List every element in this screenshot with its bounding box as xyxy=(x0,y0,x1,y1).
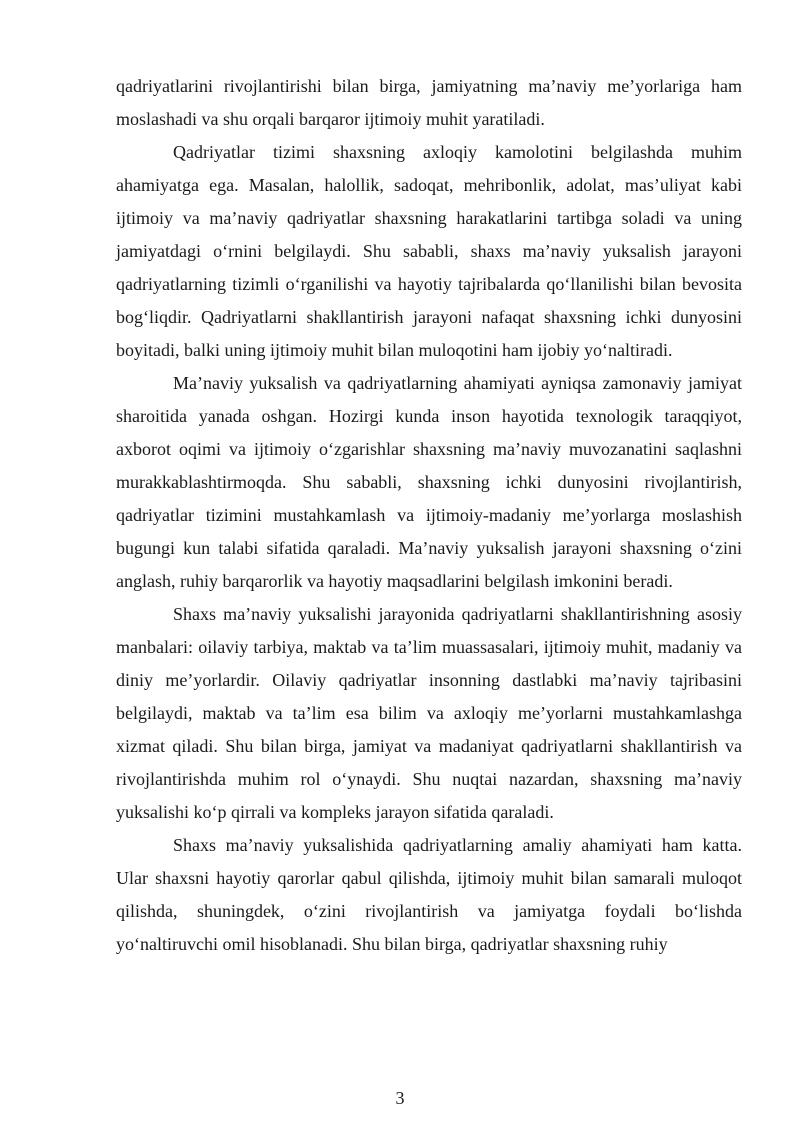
paragraph-continuation: qadriyatlarini rivojlantirishi bilan birga, jamiyatning ma’naviy me’yorlariga ham moslashadi va shu orqali barqaror ijtimoiy muhit yaratiladi. xyxy=(116,76,742,129)
paragraph: Ma’naviy yuksalish va qadriyatlarning ahamiyati ayniqsa zamonaviy jamiyat sharoitida yanada oshgan. Hozirgi kunda inson hayotida texnologik taraqqiyot, axborot oqimi va ijtimoiy o‘zgarishlar shaxsning ma’naviy muvozanatini saqlashni murakkablashtirmoqda. Shu sababli, shaxsning ichki dunyosini rivojlantirish, qadriyatlar tizimini mustahkamlash va ijtimoiy-madaniy me’yorlarga moslashish bugungi kun talabi sifatida qaraladi. Ma’naviy yuksalish jarayoni shaxsning o‘zini anglash, ruhiy barqarorlik va hayotiy maqsadlarini belgilash imkonini beradi. xyxy=(116,373,742,591)
page-number: 3 xyxy=(395,1088,405,1108)
body-text xyxy=(116,70,742,961)
paragraph: Qadriyatlar tizimi shaxsning axloqiy kamolotini belgilashda muhim ahamiyatga ega. Masalan, halollik, sadoqat, mehribonlik, adolat, mas’uliyat kabi ijtimoiy va ma’naviy qadriyatlar shaxsning harakatlarini tartibga soladi va uning jamiyatdagi o‘rnini belgilaydi. Shu sababli, shaxs ma’naviy yuksalish jarayoni qadriyatlarning tizimli o‘rganilishi va hayotiy tajribalarda qo‘llanilishi bilan bevosita bog‘liqdir. Qadriyatlarni shakllantirish jarayoni nafaqat shaxsning ichki dunyosini boyitadi, balki uning ijtimoiy muhit bilan muloqotini ham ijobiy yo‘naltiradi. xyxy=(116,142,742,360)
paragraph: Shaxs ma’naviy yuksalishida qadriyatlarning amaliy ahamiyati ham katta. Ular shaxsni hayotiy qarorlar qabul qilishda, ijtimoiy muhit bilan samarali muloqot qilishda, shuningdek, o‘zini rivojlantirish va jamiyatga foydali bo‘lishda yo‘naltiruvchi omil hisoblanadi. Shu bilan birga, qadriyatlar shaxsning ruhiy xyxy=(116,835,742,954)
paragraph: Shaxs ma’naviy yuksalishi jarayonida qadriyatlarni shakllantirishning asosiy manbalari: oilaviy tarbiya, maktab va ta’lim muassasalari, ijtimoiy muhit, madaniy va diniy me’yorlardir. Oilaviy qadriyatlar insonning dastlabki ma’naviy tajribasini belgilaydi, maktab va ta’lim esa bilim va axloqiy me’yorlarni mustahkamlashga xizmat qiladi. Shu bilan birga, jamiyat va madaniyat qadriyatlarni shakllantirish va rivojlantirishda muhim rol o‘ynaydi. Shu nuqtai nazardan, shaxsning ma’naviy yuksalishi ko‘p qirrali va kompleks jarayon sifatida qaraladi. xyxy=(116,604,742,822)
